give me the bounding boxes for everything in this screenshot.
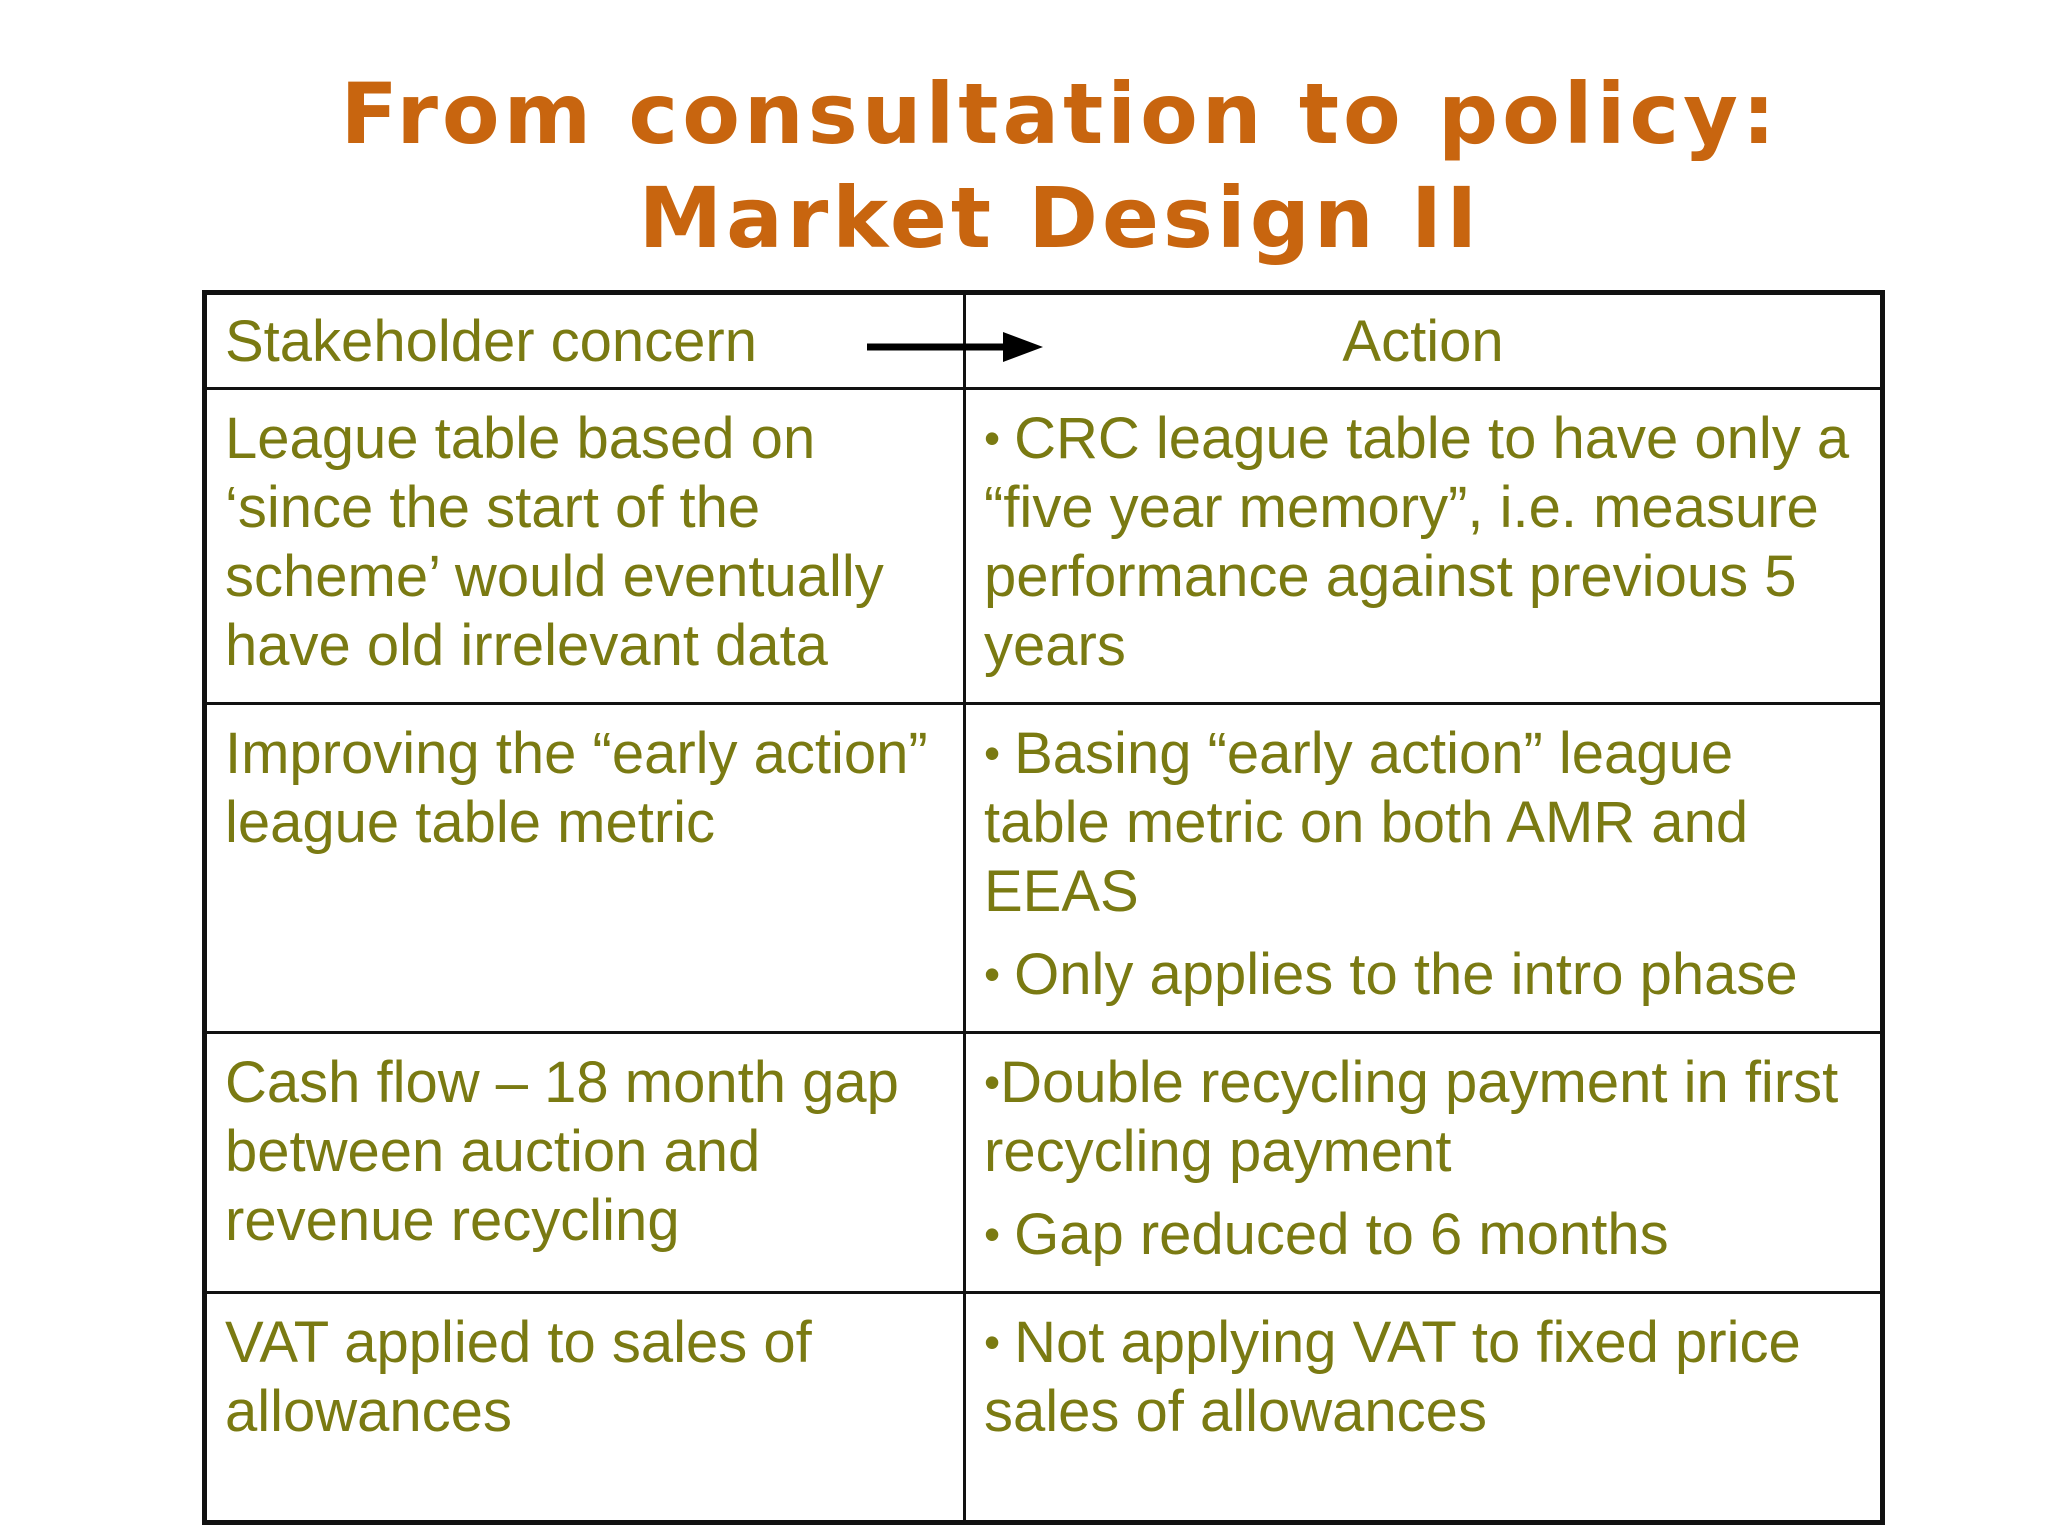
action-text: Not applying VAT to fixed price sales of allowances bbox=[984, 1310, 1801, 1444]
action-item bbox=[984, 719, 1862, 926]
table-row bbox=[205, 1033, 1883, 1293]
header-concern-label: Stakeholder concern bbox=[225, 309, 757, 374]
table-row bbox=[205, 704, 1883, 1033]
concern-cell: League table based on ‘since the start of the scheme’ would eventually have old irrelevant data bbox=[205, 389, 965, 704]
concern-cell: Improving the “early action” league table metric bbox=[205, 704, 965, 1033]
bullet-icon: • bbox=[984, 1208, 1001, 1260]
bullet-icon: • bbox=[984, 1316, 1001, 1368]
concern-action-table bbox=[202, 290, 1885, 1525]
action-cell bbox=[965, 1033, 1883, 1293]
action-item bbox=[984, 1200, 1862, 1269]
bullet-icon: • bbox=[984, 1056, 1001, 1108]
table-row bbox=[205, 1293, 1883, 1523]
bullet-icon: • bbox=[984, 412, 1001, 464]
header-cell-action bbox=[965, 293, 1883, 389]
action-cell bbox=[965, 389, 1883, 704]
slide-title: From consultation to policy: Market Design II bbox=[340, 65, 1780, 267]
table-row bbox=[205, 389, 1883, 704]
action-cell bbox=[965, 1293, 1883, 1523]
table-header-row bbox=[205, 293, 1883, 389]
action-item bbox=[984, 1048, 1862, 1186]
action-text: Double recycling payment in first recycling payment bbox=[984, 1050, 1839, 1184]
action-text: Gap reduced to 6 months bbox=[1014, 1202, 1669, 1267]
concern-cell: VAT applied to sales of allowances bbox=[205, 1293, 965, 1523]
action-item bbox=[984, 1308, 1862, 1446]
header-action-label: Action bbox=[1342, 309, 1504, 374]
header-cell-concern bbox=[205, 293, 965, 389]
action-cell bbox=[965, 704, 1883, 1033]
concern-cell: Cash flow – 18 month gap between auction and revenue recycling bbox=[205, 1033, 965, 1293]
bullet-icon: • bbox=[984, 727, 1001, 779]
action-text: CRC league table to have only a “five year memory”, i.e. measure performance against previous 5 years bbox=[984, 406, 1850, 678]
bullet-icon: • bbox=[984, 948, 1001, 1000]
action-text: Only applies to the intro phase bbox=[1014, 942, 1798, 1007]
action-text: Basing “early action” league table metric on both AMR and EEAS bbox=[984, 721, 1749, 924]
action-item bbox=[984, 404, 1862, 680]
action-item bbox=[984, 940, 1862, 1009]
right-arrow-icon bbox=[867, 329, 1043, 365]
